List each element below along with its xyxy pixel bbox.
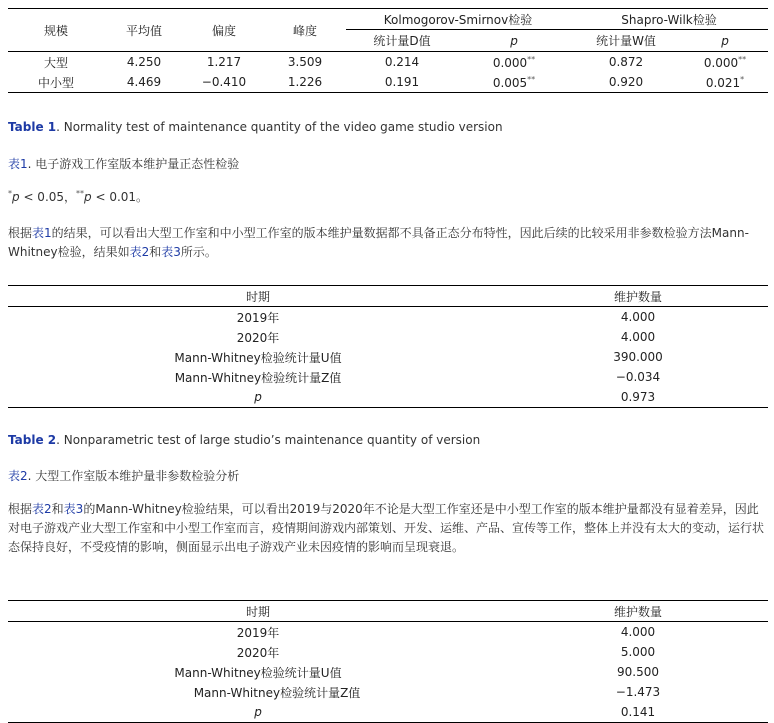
link-table-1[interactable]: 表1 bbox=[32, 226, 52, 240]
table-2-caption-tag: Table 2 bbox=[8, 433, 57, 447]
table-row bbox=[8, 702, 768, 723]
header-maintenance-count: 维护数量 bbox=[508, 601, 768, 622]
row-value: 0.141 bbox=[508, 702, 768, 723]
cell-scale: 中小型 bbox=[8, 72, 104, 93]
cell-kurt: 1.226 bbox=[264, 72, 346, 93]
header-period: 时期 bbox=[8, 286, 508, 307]
table-row bbox=[8, 72, 768, 93]
table-1 bbox=[8, 8, 768, 93]
table-2-caption-zh-text: . 大型工作室版本维护量非参数检验分析 bbox=[27, 469, 240, 483]
cell-sw-p: 0.000** bbox=[682, 52, 768, 73]
header-ks-group: Kolmogorov-Smirnov检验 bbox=[346, 9, 570, 30]
header-kurtosis: 峰度 bbox=[264, 9, 346, 52]
row-label: Mann-Whitney检验统计量Z值 bbox=[193, 685, 361, 700]
row-value: 90.500 bbox=[617, 665, 659, 679]
cell-ks-p: 0.005** bbox=[458, 72, 570, 93]
table-row bbox=[8, 642, 768, 662]
cell-skew: −0.410 bbox=[184, 72, 264, 93]
table-row bbox=[8, 662, 768, 682]
table-row bbox=[8, 367, 768, 387]
table-2-caption-zh-tag: 表2 bbox=[8, 469, 28, 483]
row-value: 4.000 bbox=[620, 625, 656, 639]
header-ks-p: p bbox=[510, 33, 518, 48]
row-value: 390.000 bbox=[613, 350, 663, 364]
row-value: −0.034 bbox=[615, 370, 661, 384]
row-value: 5.000 bbox=[620, 645, 656, 659]
significance-mark: ** bbox=[738, 54, 747, 64]
table-row bbox=[8, 307, 768, 328]
cell-kurt: 3.509 bbox=[264, 52, 346, 73]
table-1-footnote: *p < 0.05，**p < 0.01。 bbox=[8, 189, 149, 204]
table-row bbox=[8, 327, 768, 347]
table-1-caption-zh-text: . 电子游戏工作室版本维护量正态性检验 bbox=[27, 157, 240, 171]
row-value: −1.473 bbox=[615, 685, 661, 699]
header-skewness: 偏度 bbox=[184, 9, 264, 52]
table-1-caption bbox=[8, 120, 503, 134]
row-label: p bbox=[8, 387, 508, 408]
cell-ks-stat: 0.191 bbox=[346, 72, 458, 93]
header-maintenance-count: 维护数量 bbox=[508, 286, 768, 307]
header-sw-stat: 统计量W值 bbox=[596, 34, 656, 48]
row-label: Mann-Whitney检验统计量U值 bbox=[174, 350, 342, 365]
row-value: 0.973 bbox=[508, 387, 768, 408]
row-value: 4.000 bbox=[620, 310, 656, 324]
table-row bbox=[8, 52, 768, 73]
table-1-caption-text: . Normality test of maintenance quantity of the video game studio version bbox=[56, 120, 503, 134]
significance-mark: * bbox=[740, 74, 745, 84]
row-label: 2019年 bbox=[236, 310, 280, 325]
header-ks-stat: 统计量D值 bbox=[373, 34, 431, 48]
table-2-caption bbox=[8, 433, 480, 447]
table-2-caption-zh bbox=[8, 467, 239, 484]
header-sw-p: p bbox=[721, 33, 729, 48]
cell-skew: 1.217 bbox=[184, 52, 264, 73]
table-row bbox=[8, 387, 768, 408]
row-label: 2020年 bbox=[236, 330, 280, 345]
table-2-caption-text: . Nonparametric test of large studio’s maintenance quantity of version bbox=[56, 433, 481, 447]
link-table-2[interactable]: 表2 bbox=[32, 502, 52, 516]
table-row bbox=[8, 682, 768, 702]
table-2 bbox=[8, 285, 768, 408]
row-value: 4.000 bbox=[620, 330, 656, 344]
table-1-caption-zh-tag: 表1 bbox=[8, 157, 28, 171]
row-label: 2020年 bbox=[236, 645, 280, 660]
header-mean: 平均值 bbox=[104, 9, 184, 52]
paragraph-2: 根据表2和表3的Mann-Whitney检验结果，可以看出2019与2020年不论是大型工作室还是中小型工作室的版本维护量都没有显着差异，因此对电子游戏产业大型工作室和中小型工作室而言，疫情期间游戏内部策划、开发、运维、产品、宣传等工作，整体上并没有太大的变动，运行状态保持良好，不受疫情的影响，侧面显示出电子游戏产业未因疫情的影响而呈现衰退。 bbox=[8, 502, 765, 554]
table-row bbox=[8, 347, 768, 367]
cell-scale: 大型 bbox=[8, 52, 104, 73]
link-table-3[interactable]: 表3 bbox=[63, 502, 84, 516]
link-table-2[interactable]: 表2 bbox=[129, 245, 150, 259]
cell-ks-p: 0.000** bbox=[458, 52, 570, 73]
cell-sw-p: 0.021* bbox=[682, 72, 768, 93]
table-row bbox=[8, 622, 768, 643]
cell-ks-stat: 0.214 bbox=[346, 52, 458, 73]
table-1-caption-tag: Table 1 bbox=[8, 120, 57, 134]
row-label: p bbox=[8, 702, 508, 723]
cell-mean: 4.250 bbox=[104, 52, 184, 73]
header-scale: 规模 bbox=[8, 9, 104, 52]
cell-sw-stat: 0.872 bbox=[570, 52, 682, 73]
link-table-3[interactable]: 表3 bbox=[161, 245, 181, 259]
paragraph-1: 根据表1的结果，可以看出大型工作室和中小型工作室的版本维护量数据都不具备正态分布特性，因此后续的比较采用非参数检验方法Mann-Whitney检验，结果如表2和表3所示。 bbox=[8, 226, 749, 259]
row-label: Mann-Whitney检验统计量U值 bbox=[174, 665, 342, 680]
significance-mark: ** bbox=[527, 74, 536, 84]
cell-sw-stat: 0.920 bbox=[570, 72, 682, 93]
header-sw-group: Shapro-Wilk检验 bbox=[570, 9, 768, 30]
row-label: Mann-Whitney检验统计量Z值 bbox=[174, 370, 342, 385]
header-period: 时期 bbox=[8, 601, 508, 622]
row-label: 2019年 bbox=[236, 625, 280, 640]
significance-mark: ** bbox=[527, 54, 536, 64]
table-1-caption-zh bbox=[8, 155, 239, 172]
table-3 bbox=[8, 600, 768, 723]
cell-mean: 4.469 bbox=[104, 72, 184, 93]
